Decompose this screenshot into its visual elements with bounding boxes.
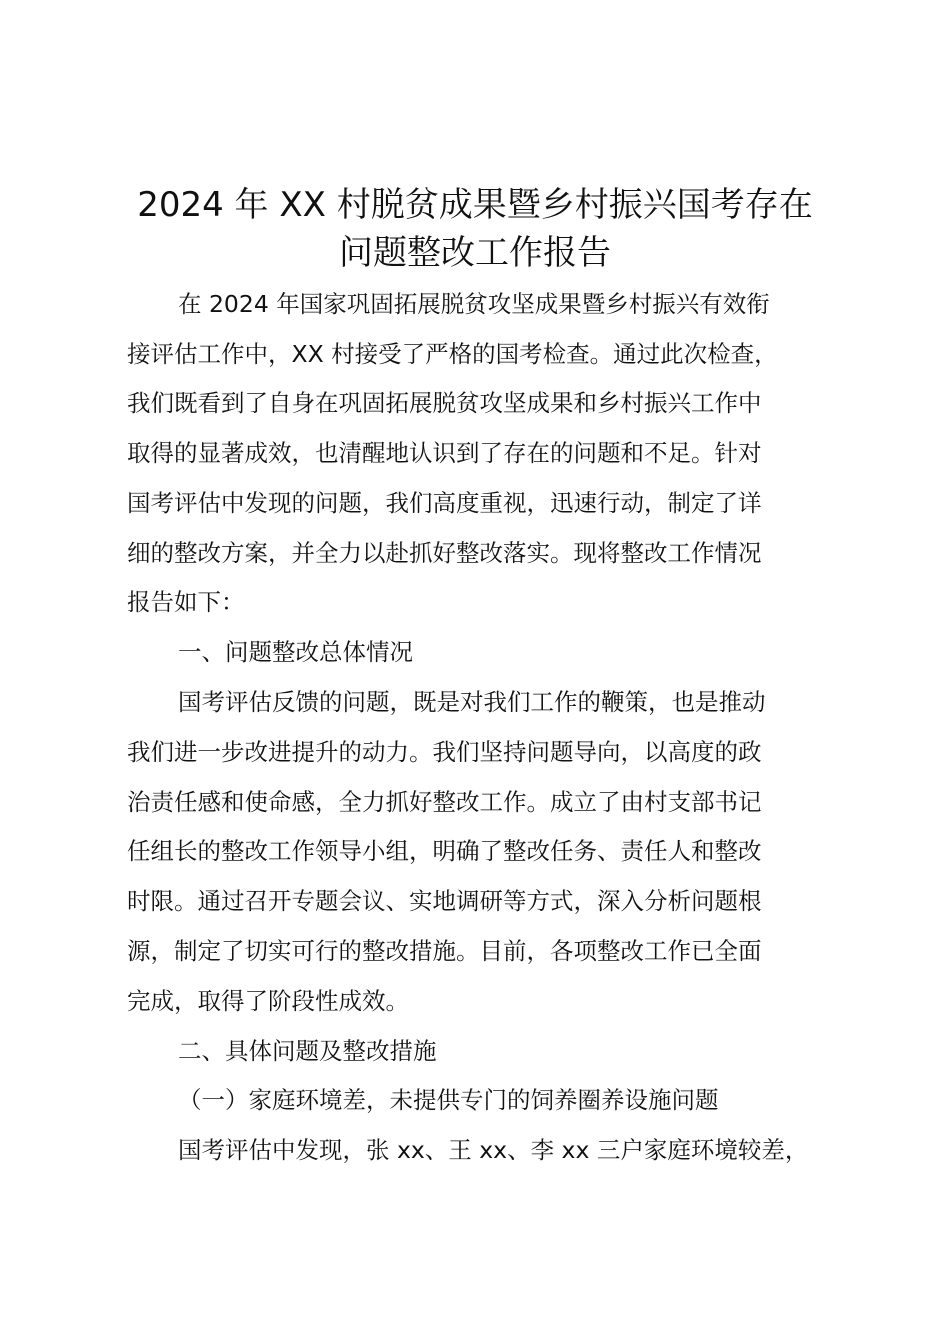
title-line-2: 问题整改工作报告 bbox=[339, 233, 611, 273]
paragraph-intro-line: 细的整改方案，并全力以赴抓好整改落实。现将整改工作情况 bbox=[127, 539, 762, 567]
paragraph-overview-line: 源，制定了切实可行的整改措施。目前，各项整改工作已全面 bbox=[127, 937, 762, 965]
paragraph-overview-line: 我们进一步改进提升的动力。我们坚持问题导向，以高度的政 bbox=[127, 738, 762, 766]
paragraph-overview-line: 任组长的整改工作领导小组，明确了整改任务、责任人和整改 bbox=[127, 837, 762, 865]
paragraph-intro-line: 取得的显著成效，也清醒地认识到了存在的问题和不足。针对 bbox=[127, 439, 762, 467]
title-line-1: 2024 年 XX 村脱贫成果暨乡村振兴国考存在 bbox=[137, 185, 813, 225]
paragraph-intro-line: 在 2024 年国家巩固拓展脱贫攻坚成果暨乡村振兴有效衔 bbox=[178, 290, 770, 318]
paragraph-overview-line: 治责任感和使命感，全力抓好整改工作。成立了由村支部书记 bbox=[127, 788, 762, 816]
paragraph-intro-line: 报告如下： bbox=[127, 588, 245, 616]
paragraph-intro-line: 国考评估中发现的问题，我们高度重视，迅速行动，制定了详 bbox=[127, 489, 762, 517]
paragraph-issue-line: 国考评估中发现，张 xx、王 xx、李 xx 三户家庭环境较差， bbox=[178, 1136, 809, 1164]
paragraph-overview-line: 时限。通过召开专题会议、实地调研等方式，深入分析问题根 bbox=[127, 887, 762, 915]
paragraph-intro-line: 我们既看到了自身在巩固拓展脱贫攻坚成果和乡村振兴工作中 bbox=[127, 389, 762, 417]
paragraph-overview-line: 完成，取得了阶段性成效。 bbox=[127, 987, 409, 1015]
subsection-heading-1: （一）家庭环境差，未提供专门的饲养圈养设施问题 bbox=[178, 1086, 719, 1114]
paragraph-intro-line: 接评估工作中，XX 村接受了严格的国考检查。通过此次检查， bbox=[127, 340, 778, 368]
paragraph-overview-line: 国考评估反馈的问题，既是对我们工作的鞭策，也是推动 bbox=[178, 688, 766, 716]
section-heading-2: 二、具体问题及整改措施 bbox=[178, 1037, 437, 1065]
section-heading-1: 一、问题整改总体情况 bbox=[178, 638, 413, 666]
